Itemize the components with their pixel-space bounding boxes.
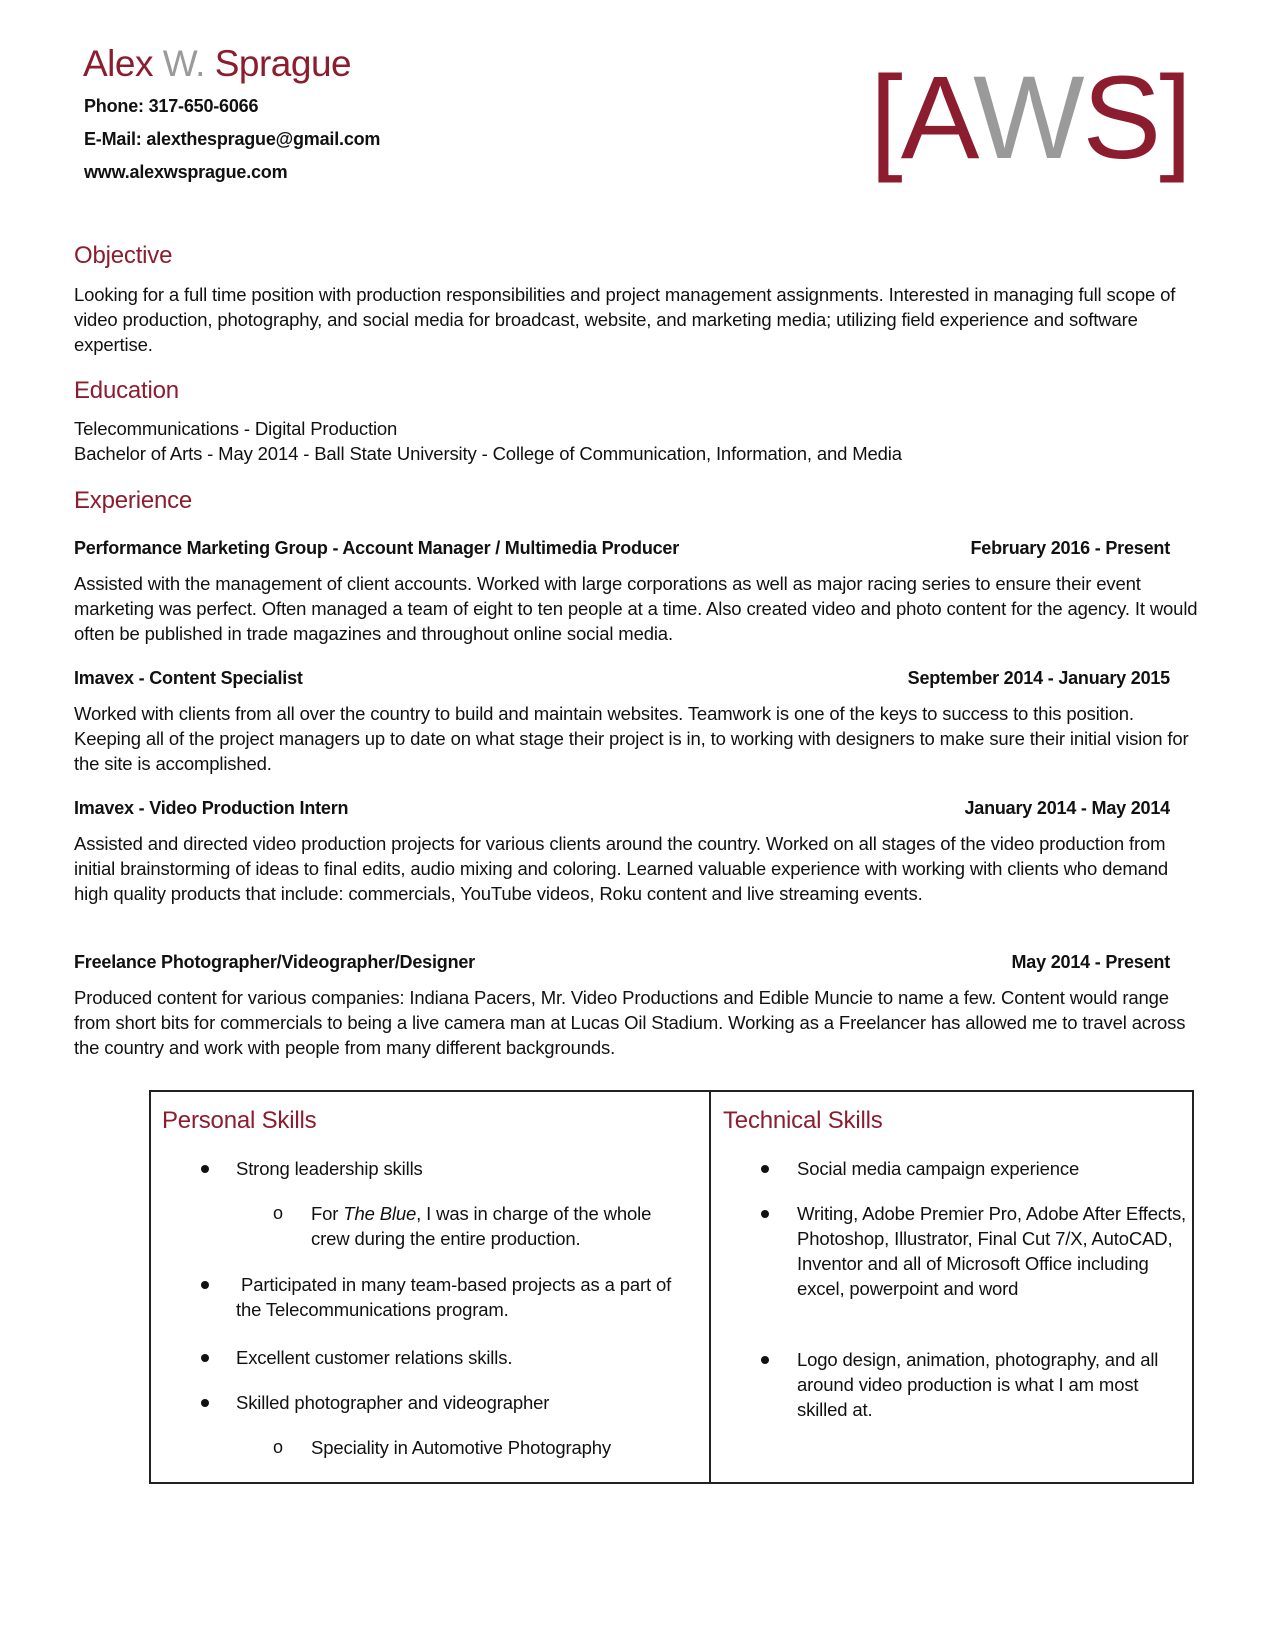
aws-logo xyxy=(870,48,1190,188)
job-title: Freelance Photographer/Videographer/Designer xyxy=(74,952,475,972)
education-degree: Telecommunications - Digital Production xyxy=(74,418,398,439)
personal-skill-item: Excellent customer relations skills. xyxy=(236,1347,513,1368)
job-title: Imavex - Video Production Intern xyxy=(74,798,349,818)
first-name: Alex xyxy=(83,43,153,84)
job-description: Assisted and directed video production projects for various clients around the country. Worked on all stages of the video production from initial brainstorming of ideas to final edits, audio mixing and coloring. Learned valuable experience with working with clients who demand high quality products that include: commercials, YouTube videos, Roku content and live streaming events. xyxy=(74,833,1169,904)
logo-bracket-close: ] xyxy=(1159,52,1191,184)
candidate-name xyxy=(83,40,351,88)
objective-text: Looking for a full time position with production responsibilities and project management assignments. Interested in managing full scope of video production, photography, and social media for broadcast, website, and marketing media; utilizing field experience and software expertise. xyxy=(74,284,1176,355)
sub-bullet-icon: o xyxy=(273,1203,284,1223)
sub-bullet-icon: o xyxy=(273,1437,284,1457)
logo-bracket-open: [ xyxy=(870,52,901,184)
personal-skill-item: Strong leadership skills xyxy=(236,1158,423,1179)
bullet-icon xyxy=(201,1399,209,1407)
education-school: Bachelor of Arts - May 2014 - Ball State University - College of Communication, Information, and Media xyxy=(74,443,902,464)
bullet-icon xyxy=(761,1356,769,1364)
job-dates: May 2014 - Present xyxy=(1011,952,1170,972)
technical-skill-item: Writing, Adobe Premier Pro, Adobe After Effects, Photoshop, Illustrator, Final Cut 7/X, AutoCAD, Inventor and all of Microsoft Office including excel, powerpoint and word xyxy=(797,1203,1187,1299)
skills-column-divider xyxy=(709,1090,711,1484)
job-title: Performance Marketing Group - Account Manager / Multimedia Producer xyxy=(74,538,680,558)
job-description: Worked with clients from all over the country to build and maintain websites. Teamwork is one of the keys to success to this position. Keeping all of the project managers up to date on what stage their project is in, to working with designers to make sure their initial vision for the site is accomplished. xyxy=(74,703,1189,774)
personal-skill-subitem xyxy=(311,1201,691,1251)
technical-skill-item: Logo design, animation, photography, and all around video production is what I am most skilled at. xyxy=(797,1349,1159,1420)
website-line: www.alexwsprague.com xyxy=(84,162,288,182)
bullet-icon xyxy=(201,1165,209,1173)
middle-initial: W. xyxy=(162,43,205,84)
personal-skill-item: Participated in many team-based projects as a part of the Telecommunications program. xyxy=(236,1274,677,1320)
objective-heading: Objective xyxy=(74,242,173,269)
logo-letter-w: W xyxy=(973,52,1083,184)
email-line: E-Mail: alexthesprague@gmail.com xyxy=(84,129,381,149)
bullet-icon xyxy=(201,1354,209,1362)
job-description: Assisted with the management of client accounts. Worked with large corporations as well as major racing series to ensure their event marketing was perfect. Often managed a team of eight to ten people at a time. Also created video and photo content for the agency. It would often be published in trade magazines and throughout online social media. xyxy=(74,573,1198,644)
bullet-icon xyxy=(761,1210,769,1218)
bullet-icon xyxy=(201,1281,209,1289)
personal-skills-heading: Personal Skills xyxy=(162,1107,317,1134)
personal-skill-item: Skilled photographer and videographer xyxy=(236,1392,550,1413)
technical-skill-item: Social media campaign experience xyxy=(797,1158,1080,1179)
technical-skills-heading: Technical Skills xyxy=(723,1107,883,1134)
logo-letter-a: A xyxy=(900,52,974,184)
job-title: Imavex - Content Specialist xyxy=(74,668,303,688)
logo-letter-s: S xyxy=(1082,52,1160,184)
experience-heading: Experience xyxy=(74,487,193,514)
phone-line: Phone: 317-650-6066 xyxy=(84,96,259,116)
production-title: The Blue xyxy=(343,1203,417,1224)
job-description: Produced content for various companies: Indiana Pacers, Mr. Video Productions and Edible Muncie to name a few. Content would range from short bits for commercials to being a live camera man at Lucas Oil Stadium. Working as a Freelancer has allowed me to travel across the country and work with people from many different backgrounds. xyxy=(74,987,1186,1058)
job-dates: September 2014 - January 2015 xyxy=(907,668,1170,688)
job-dates: February 2016 - Present xyxy=(970,538,1170,558)
subitem-text: , I was in charge of the whole crew during the entire production. xyxy=(311,1203,652,1249)
education-heading: Education xyxy=(74,377,179,404)
job-dates: January 2014 - May 2014 xyxy=(964,798,1170,818)
personal-skill-subitem: Speciality in Automotive Photography xyxy=(311,1437,612,1458)
last-name: Sprague xyxy=(214,43,352,84)
bullet-icon xyxy=(761,1165,769,1173)
subitem-text: For xyxy=(311,1203,344,1224)
